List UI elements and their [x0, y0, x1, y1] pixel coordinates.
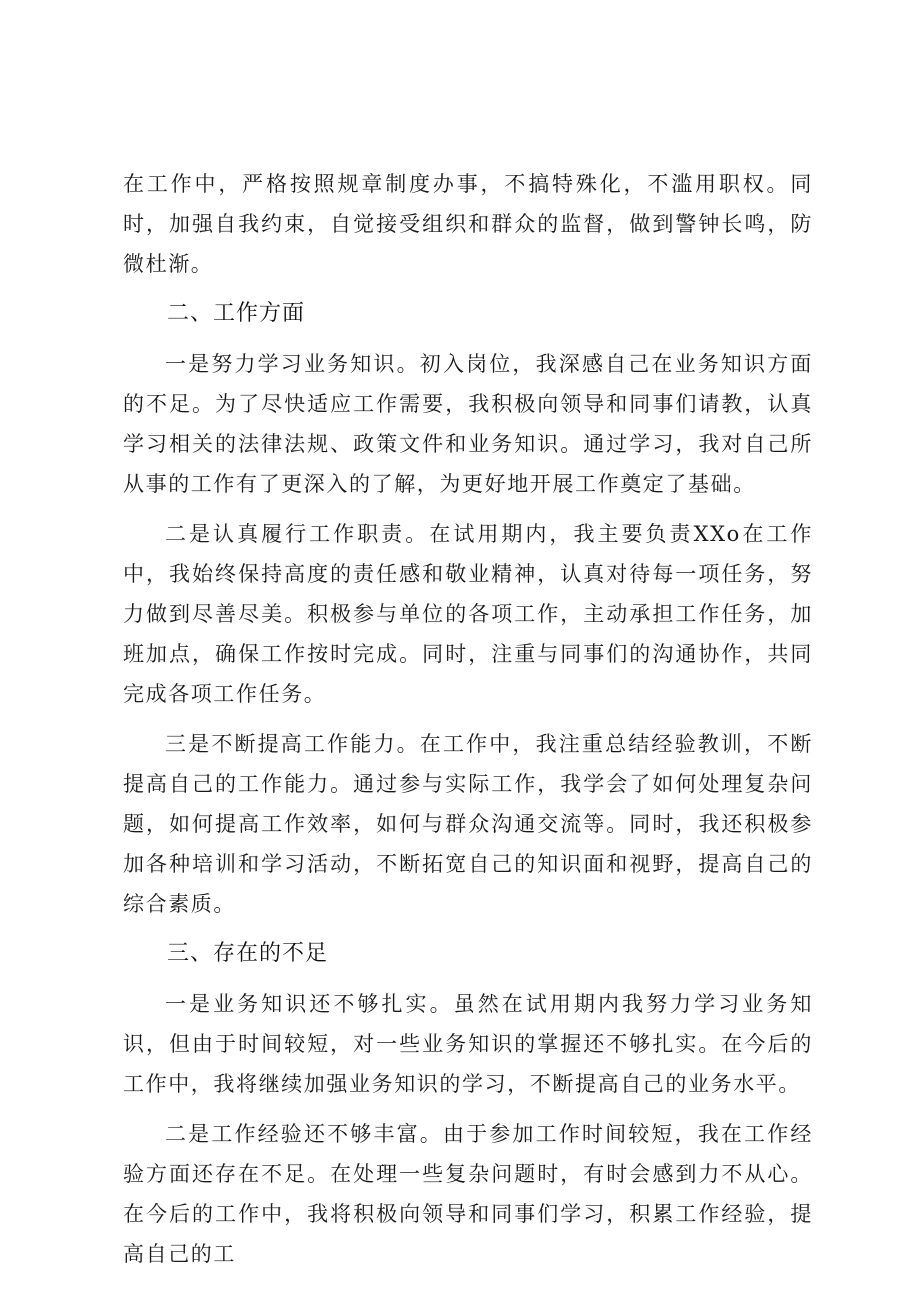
paragraph-experience-gap: 二是工作经验还不够丰富。由于参加工作时间较短，我在工作经验方面还存在不足。在处理一些复杂问题时，有时会感到力不从心。在今后的工作中，我将积极向领导和同事们学习，积累工作经验，提高自己的工: [123, 1122, 813, 1266]
paragraph-duties: 二是认真履行工作职责。在试用期内，我主要负责XXo在工作中，我始终保持高度的责任感和敬业精神，认真对待每一项任务，努力做到尽善尽美。积极参与单位的各项工作，主动承担工作任务，加班加点，确保工作按时完成。同时，注重与同事们的沟通协作，共同完成各项工作任务。: [123, 522, 813, 706]
paragraph-ability: 三是不断提高工作能力。在工作中，我注重总结经验教训，不断提高自己的工作能力。通过参与实际工作，我学会了如何处理复杂问题，如何提高工作效率，如何与群众沟通交流等。同时，我还积极参加各种培训和学习活动，不断拓宽自己的知识面和视野，提高自己的综合素质。: [123, 732, 813, 916]
section-heading-work: 二、工作方面: [167, 301, 306, 326]
document-body: [123, 164, 813, 1284]
paragraph-self-discipline: 在工作中，严格按照规章制度办事，不搞特殊化，不滥用职权。同时，加强自我约束，自觉接受组织和群众的监督，做到警钟长鸣，防微杜渐。: [123, 172, 813, 276]
section-heading-shortcomings: 三、存在的不足: [167, 941, 329, 966]
paragraph-knowledge-gap: 一是业务知识还不够扎实。虽然在试用期内我努力学习业务知识，但由于时间较短，对一些业务知识的掌握还不够扎实。在今后的工作中，我将继续加强业务知识的学习，不断提高自己的业务水平。: [123, 992, 813, 1096]
paragraph-learning: 一是努力学习业务知识。初入岗位，我深感自己在业务知识方面的不足。为了尽快适应工作需要，我积极向领导和同事们请教，认真学习相关的法律法规、政策文件和业务知识。通过学习，我对自己所从事的工作有了更深入的了解，为更好地开展工作奠定了基础。: [123, 352, 813, 496]
